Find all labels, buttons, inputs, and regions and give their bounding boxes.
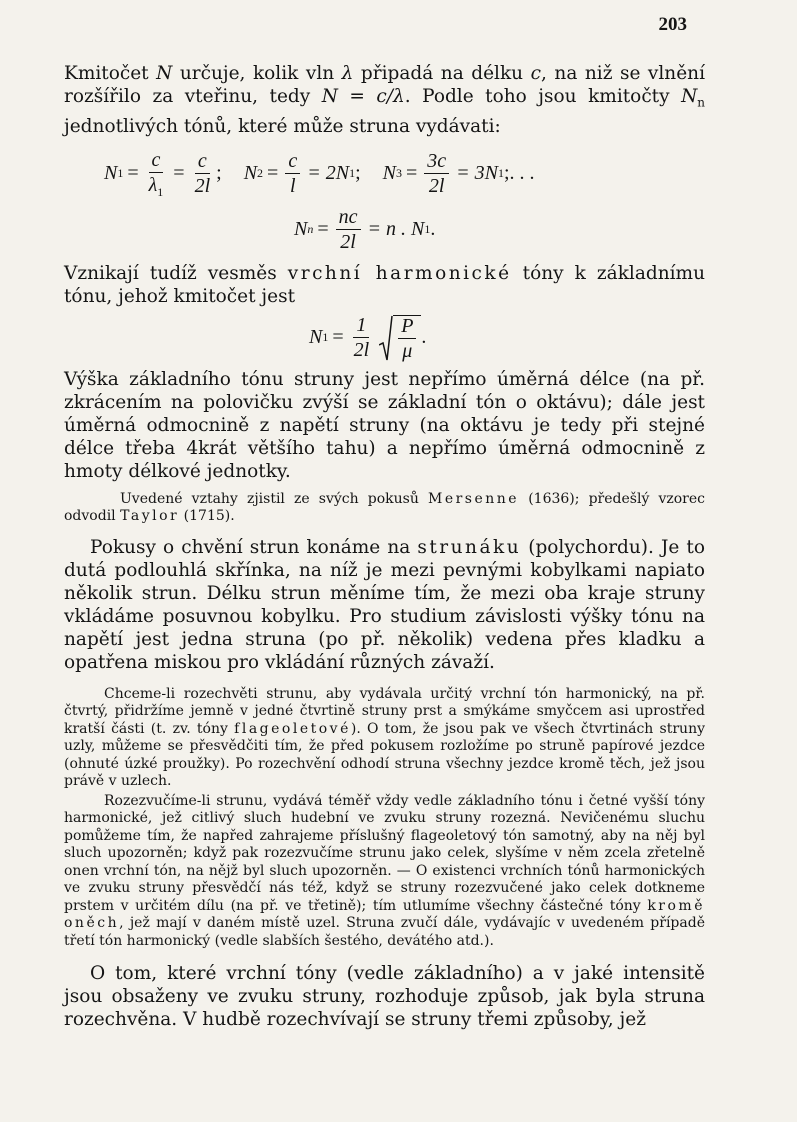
math-subscript: 1 [497, 166, 504, 181]
paragraph-pitch-relations: Výška základního tónu struny jest nepřímo úměrná délce (na př. zkrácením na polovičku zvýší se základní tón o oktávu); dále jest úměrná odmocnině z napětí struny (na oktávu je tedy při stejné délce třeba 4krát většího tahu) a nepřímo úměrná odmocnině z hmoty délkové jednotky. [64, 368, 705, 482]
radical-sign-icon [379, 315, 393, 361]
text-run: Uvedené vztahy zjistil ze svých pokusů [120, 490, 428, 507]
author-name: Taylor [120, 508, 180, 525]
numerator: c [195, 151, 210, 174]
inline-equation: N = c/λ [321, 86, 405, 107]
math-symbol: N [382, 162, 396, 185]
math-symbol: N [104, 162, 118, 185]
denominator: 2l [340, 231, 356, 254]
math-symbol: N [156, 63, 173, 84]
math-symbol: λ [148, 173, 158, 196]
fraction [424, 151, 449, 196]
math-expression: = 2N [307, 162, 350, 185]
fraction [351, 315, 373, 360]
equals-sign: = [267, 162, 279, 185]
text-run: . Podle toho jsou kmitočty [404, 86, 682, 107]
note-flageolet [64, 686, 705, 791]
text-run: Chceme-li rozechvěti strunu, aby vydávala určitý vrchní tón harmonický, na př. čtvrtý, přidržíme jemně v jedné čtvrtině struny prst a smýkáme smyčcem asi uprostřed kratší části (t. zv. tóny [64, 685, 705, 737]
denominator: μ [402, 339, 413, 362]
emphasized-term: kromě oněch [64, 897, 705, 932]
ellipsis: ;. . . [503, 162, 535, 185]
math-subscript: 1 [349, 166, 356, 181]
numerator: 3c [424, 151, 449, 174]
math-subscript: 1 [424, 222, 431, 237]
text-run: připadá na délku [353, 63, 531, 84]
emphasized-term: vrchní harmonické [287, 262, 512, 284]
math-symbol: N [309, 326, 323, 349]
numerator: c [149, 150, 164, 173]
text-run: určuje, kolik vln [172, 63, 342, 84]
fraction [336, 207, 361, 252]
math-expression: = 3N [456, 162, 498, 185]
math-subscript: 3 [395, 166, 402, 181]
radicand [393, 315, 421, 361]
math-subscript: 1 [322, 330, 329, 345]
numerator: c [285, 151, 300, 174]
page-number: 203 [658, 14, 687, 35]
equation-harmonic-frequencies [104, 148, 705, 200]
fraction [192, 151, 214, 196]
math-subscript: n [697, 95, 705, 110]
period: . [430, 218, 436, 241]
math-symbol: N [681, 86, 698, 107]
math-symbol: c [530, 63, 541, 84]
math-subscript: 1 [157, 184, 164, 199]
equals-sign: = [317, 218, 329, 241]
emphasized-term: strunáku [417, 536, 522, 558]
fraction [285, 151, 300, 196]
denominator: 2l [428, 175, 445, 198]
equals-sign: = [405, 162, 418, 185]
denominator: 2l [194, 175, 211, 198]
text-run: , jež mají v daném místě uzel. Struna zvučí dále, vydávajíc v uvedeném případě třetí tón harmonický (vedle slabších šestého, devátého atd.). [64, 915, 705, 949]
equation-fundamental-frequency [309, 308, 705, 368]
text-run: Vznikají tudíž vesměs [64, 262, 288, 284]
text-run: Rozezvučíme-li strunu, vydává téměř vždy vedle základního tónu i četné vyšší tóny harmonické, jež citlivý sluch hudební ve zvuku struny rozezná. Nevičenému sluchu pomůžeme tím, že napřed zahrajeme příslušný flageoletový tón samotný, aby na něj byl sluch upozorněn; když pak rozezvučíme strunu jako celek, slyšíme v něm zcela zřetelně onen vrchní tón, na nějž byl sluch upozorněn. — O existenci vrchních tónů harmonických ve zvuku struny přesvědčí nás též, když se struny rozezvučené jako celek dotkneme prstem v určitém dílu (na př. ve třetině); tím utlumíme všechny částečné tóny [64, 792, 705, 914]
author-name: Mersenne [427, 490, 520, 507]
math-symbol: N [294, 218, 308, 241]
fraction [146, 150, 167, 198]
math-symbol: λ [341, 63, 354, 84]
semicolon: ; [216, 162, 222, 185]
paragraph-frequency-definition [64, 62, 705, 138]
equation-nth-harmonic [294, 204, 705, 256]
emphasized-term: flageoletové [234, 720, 351, 737]
text-run: (1715). [179, 508, 235, 525]
text-run: (1636); předešlý vzorec odvodil [64, 490, 705, 525]
equals-sign: = [127, 162, 139, 185]
text-run: Kmitočet [64, 63, 157, 84]
math-subscript: 1 [117, 166, 124, 181]
numerator: P [398, 316, 416, 339]
text-run: Pokusy o chvění strun konáme na [90, 536, 418, 558]
numerator: 1 [353, 315, 369, 338]
note-overtones-hearing [64, 793, 705, 951]
denominator: l [289, 175, 296, 198]
semicolon: ; [355, 162, 361, 185]
period: . [421, 326, 427, 349]
paragraph-overtones [64, 262, 705, 308]
math-symbol: N [243, 162, 258, 185]
denominator [146, 173, 167, 198]
paragraph-monochord [64, 536, 705, 674]
math-subscript: 2 [257, 166, 264, 181]
text-run: (polychordu). Je to dutá podlouhlá skřínka, na níž je mezi pevnými kobylkami napiato několik strun. Délku strun měníme tím, že mezi oba kraje struny vkládáme posuvnou kobylku. Pro studium závislosti výšky tónu na napětí jest jedna struna (po př. několik) vedena přes kladku a opatřena miskou pro vkládání různých závaží. [64, 536, 705, 673]
text-run: tóny k základnímu tónu, jehož kmitočet jest [64, 262, 705, 307]
text-run: , na niž se vlnění rozšířilo za vteřinu, tedy [64, 63, 705, 107]
fraction [398, 316, 416, 361]
denominator: 2l [353, 339, 370, 362]
square-root [379, 315, 421, 361]
math-expression: = n . N [367, 218, 425, 241]
equals-sign: = [332, 326, 344, 349]
text-run: ). O tom, že jsou pak ve všech čtvrtinách struny uzly, můžeme se přesvědčiti tím, že před pokusem rozložíme po struně papírové jezdce (ohnuté úzké proužky). Po rozechvění odhodí struna všechny jezdce kromě těch, jež jsou právě v uzlech. [64, 720, 705, 790]
footnote-mersenne-taylor [64, 491, 705, 526]
paragraph-excitation: O tom, které vrchní tóny (vedle základního) a v jaké intensitě jsou obsaženy ve zvuku struny, rozhoduje způsob, jak byla struna rozechvěna. V hudbě rozechvívají se struny třemi způsoby, jež [64, 963, 705, 1031]
math-subscript: n [307, 222, 314, 237]
numerator: nc [336, 207, 361, 230]
text-run: jednotlivých tónů, které může struna vydávati: [64, 115, 501, 137]
equals-sign: = [173, 162, 185, 185]
